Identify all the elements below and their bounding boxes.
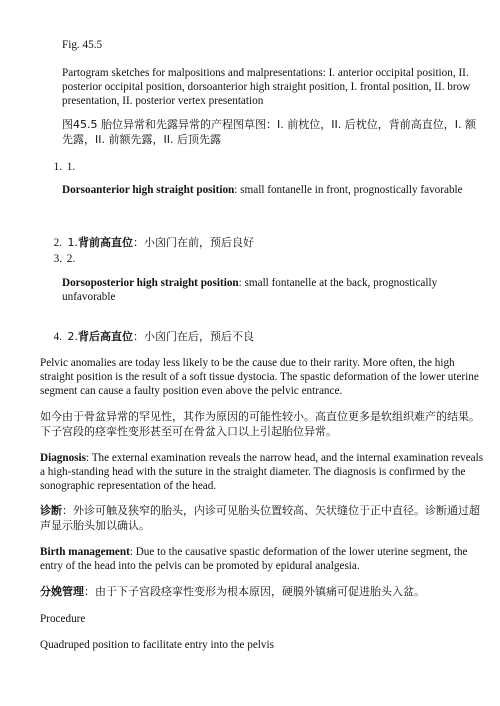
figure-label: Fig. 45.5 [62, 39, 103, 51]
list-item-prefix: 1. [67, 236, 78, 249]
caption-chinese: 图45.5 胎位异常和先露异常的产程图草图：I. 前枕位，II. 后枕位，背前高直位，I. 额先露，II. 前额先露，II. 后顶先露 [62, 118, 476, 146]
diagnosis-text: : The external examination reveals the narrow head, and the internal examination reveals a high-standing head with the suture in the straight diameter. The diagnosis is confirmed by the sonographic representation of the head. [40, 452, 484, 492]
list-item-3 [50, 252, 490, 266]
term-bold: Dorsoposterior high straight position [62, 277, 239, 289]
term-bold: Dorsoanterior high straight position [62, 184, 235, 196]
diagnosis-label: 诊断 [40, 504, 62, 517]
list-item-4 [50, 329, 490, 344]
list-number: 2. [53, 237, 62, 249]
dorsoposterior-description [62, 276, 482, 304]
term-description: ：小囟门在后，预后不良 [133, 330, 254, 343]
term-bold: 背后高直位 [78, 330, 133, 343]
list-item-text: 2. [66, 253, 76, 265]
diagnosis-english [40, 451, 490, 493]
list-number: 3. [53, 253, 62, 265]
birth-management-text: ：由于下子宫段痉挛性变形为根本原因，硬膜外镇痛可促进胎头入盆。 [84, 585, 425, 598]
caption-english: Partogram sketches for malpositions and malpresentations: I. anterior occipital position, II. posterior occipital position, dorsoanterior high straight position, I. frontal position, II. brow presentation, II. posterior vertex presentation [62, 67, 471, 107]
term-description: : small fontanelle at the back, prognostically unfavorable [62, 277, 438, 303]
birth-management-english [40, 545, 490, 573]
paragraph-english: Pelvic anomalies are today less likely to be the cause due to their rarity. More often, the high straight position is the result of a soft tissue dystocia. The spastic deformation of the lower uterine segment can cause a faulty position even above the pelvic entrance. [40, 357, 479, 397]
list-item-2 [50, 235, 490, 250]
diagnosis-text: ：外诊可触及狭窄的胎头，内诊可见胎头位置较高、矢状缝位于正中直径。诊断通过超声显示胎头加以确认。 [40, 504, 480, 532]
list-number: 1. [53, 161, 62, 173]
procedure-heading: Procedure [40, 613, 86, 625]
birth-management-text: : Due to the causative spastic deformation of the lower uterine segment, the entry of the head into the pelvis can be promoted by epidural analgesia. [40, 546, 468, 572]
diagnosis-chinese [40, 503, 490, 533]
dorsoanterior-description [62, 183, 482, 197]
list-number: 4. [53, 331, 62, 343]
term-description: ：小囟门在前，预后良好 [133, 236, 254, 249]
diagnosis-label: Diagnosis [40, 452, 87, 464]
birth-management-label: Birth management [40, 546, 130, 558]
list-item-1 [50, 160, 490, 174]
procedure-text: Quadruped position to facilitate entry into the pelvis [40, 639, 274, 651]
paragraph-chinese: 如今由于骨盆异常的罕见性，其作为原因的可能性较小。高直位更多是软组织难产的结果。下子宫段的痉挛性变形甚至可在骨盆入口以上引起胎位异常。 [40, 410, 480, 438]
list-item-prefix: 2. [67, 330, 78, 343]
term-description: : small fontanelle in front, prognostically favorable [234, 184, 463, 196]
term-bold: 背前高直位 [78, 236, 133, 249]
birth-management-chinese [40, 584, 490, 599]
birth-management-label: 分娩管理 [40, 585, 84, 598]
list-item-text: 1. [66, 161, 76, 173]
